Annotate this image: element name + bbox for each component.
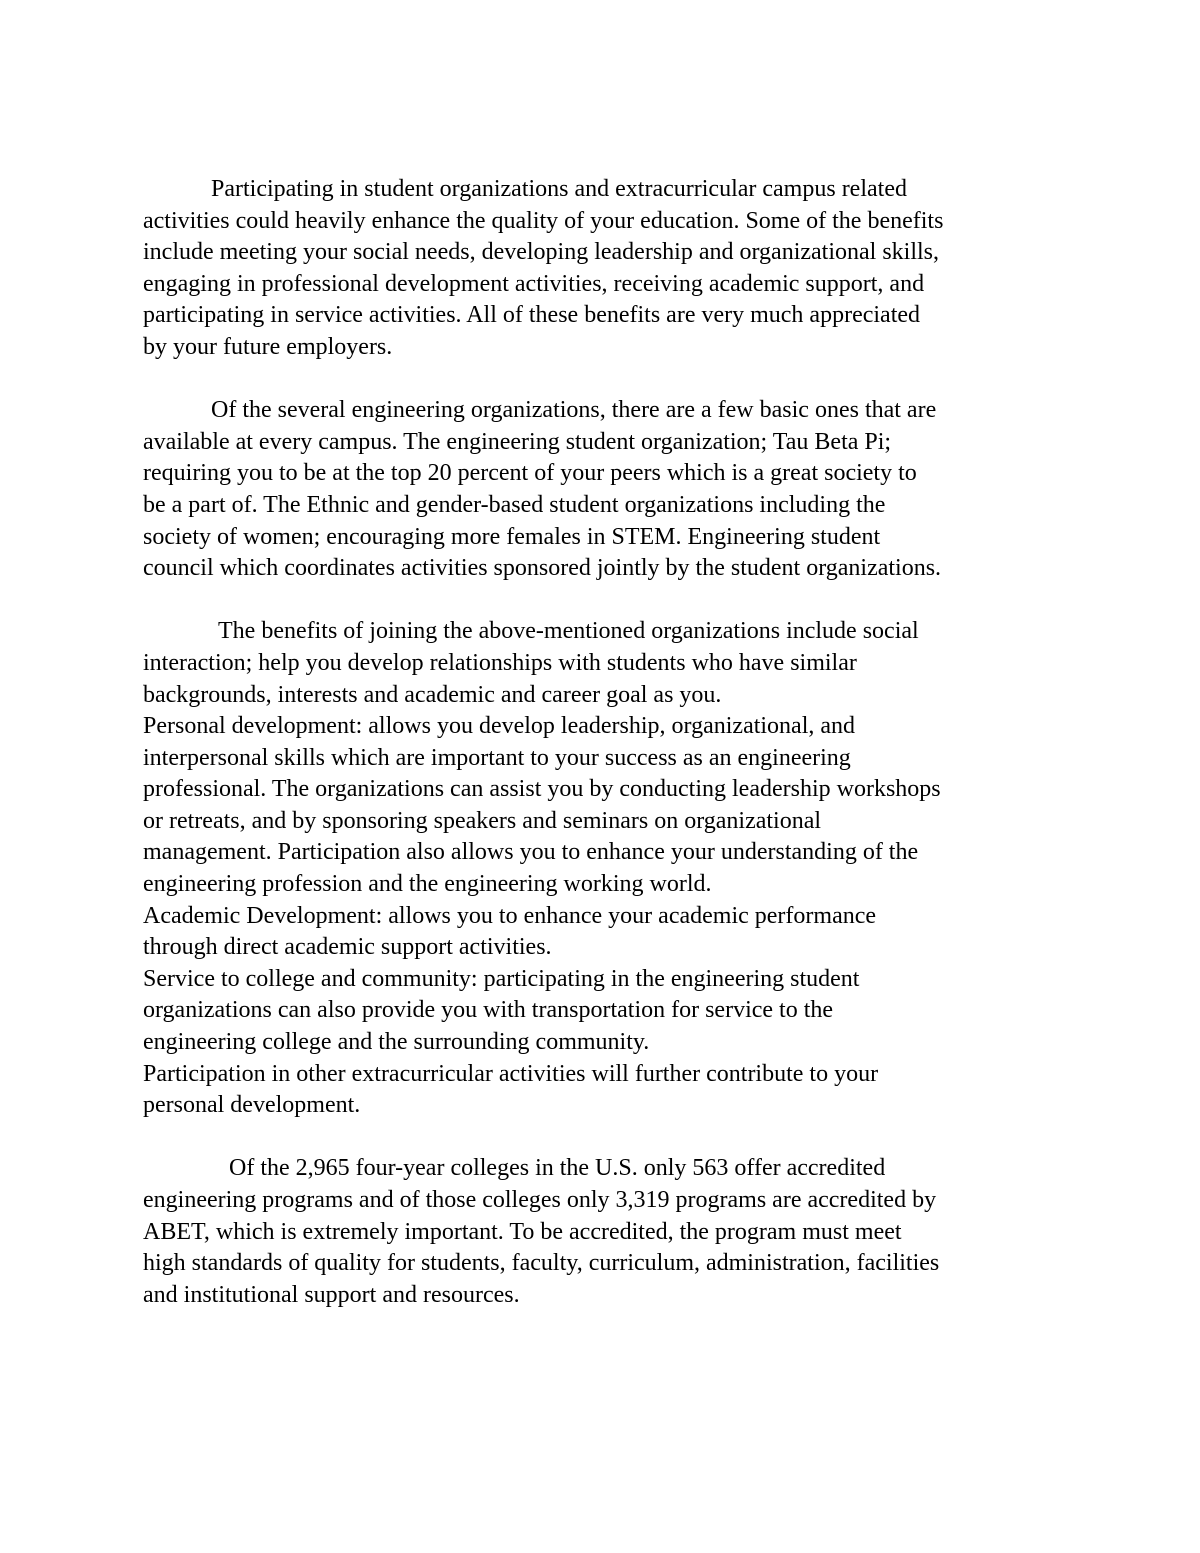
text-line: include meeting your social needs, developing leadership and organizational skills,: [143, 239, 940, 266]
text-line: engineering college and the surrounding community.: [143, 1029, 650, 1056]
paragraph: [143, 616, 1083, 1122]
text-line: Service to college and community: participating in the engineering student: [143, 965, 860, 992]
text-line: Academic Development: allows you to enhance your academic performance: [143, 902, 877, 929]
text-line: management. Participation also allows you to enhance your understanding of the: [143, 839, 919, 866]
text-line: Participating in student organizations and extracurricular campus related: [211, 176, 907, 202]
text-line: be a part of. The Ethnic and gender-based student organizations including the: [143, 491, 886, 518]
text-line: requiring you to be at the top 20 percent of your peers which is a great society to: [143, 460, 917, 487]
paragraph: [143, 174, 1083, 364]
text-line: Of the several engineering organizations, there are a few basic ones that are: [211, 397, 937, 424]
text-line: ABET, which is extremely important. To be accredited, the program must meet: [143, 1218, 902, 1245]
text-line: high standards of quality for students, faculty, curriculum, administration, facilities: [143, 1250, 940, 1277]
text-line: engineering profession and the engineering working world.: [143, 871, 712, 898]
text-line: Personal development: allows you develop leadership, organizational, and: [143, 713, 856, 740]
text-line: professional. The organizations can assist you by conducting leadership workshops: [143, 776, 941, 803]
paragraph: [143, 1153, 1083, 1311]
text-line: engineering programs and of those colleges only 3,319 programs are accredited by: [143, 1187, 937, 1213]
text-line: through direct academic support activities.: [143, 934, 552, 961]
text-line: interpersonal skills which are important to your success as an engineering: [143, 744, 851, 771]
text-line: The benefits of joining the above-mentioned organizations include social: [218, 618, 919, 645]
text-line: organizations can also provide you with transportation for service to the: [143, 997, 834, 1024]
text-line: engaging in professional development activities, receiving academic support, and: [143, 270, 925, 297]
text-line: council which coordinates activities sponsored jointly by the student organizations.: [143, 555, 942, 582]
text-line: and institutional support and resources.: [143, 1281, 520, 1308]
text-line: Of the 2,965 four-year colleges in the U.S. only 563 offer accredited: [229, 1155, 886, 1182]
text-line: activities could heavily enhance the quality of your education. Some of the benefits: [143, 207, 944, 234]
text-line: interaction; help you develop relationships with students who have similar: [143, 649, 857, 676]
document-body: [143, 174, 1083, 1343]
text-line: by your future employers.: [143, 333, 393, 360]
text-line: available at every campus. The engineering student organization; Tau Beta Pi;: [143, 428, 892, 455]
text-line: participating in service activities. All of these benefits are very much appreciated: [143, 302, 921, 329]
text-line: personal development.: [143, 1092, 361, 1119]
text-line: Participation in other extracurricular activities will further contribute to your: [143, 1060, 879, 1087]
text-line: or retreats, and by sponsoring speakers and seminars on organizational: [143, 807, 822, 834]
paragraph: [143, 395, 1083, 585]
text-line: backgrounds, interests and academic and career goal as you.: [143, 681, 722, 708]
text-line: society of women; encouraging more females in STEM. Engineering student: [143, 523, 881, 550]
